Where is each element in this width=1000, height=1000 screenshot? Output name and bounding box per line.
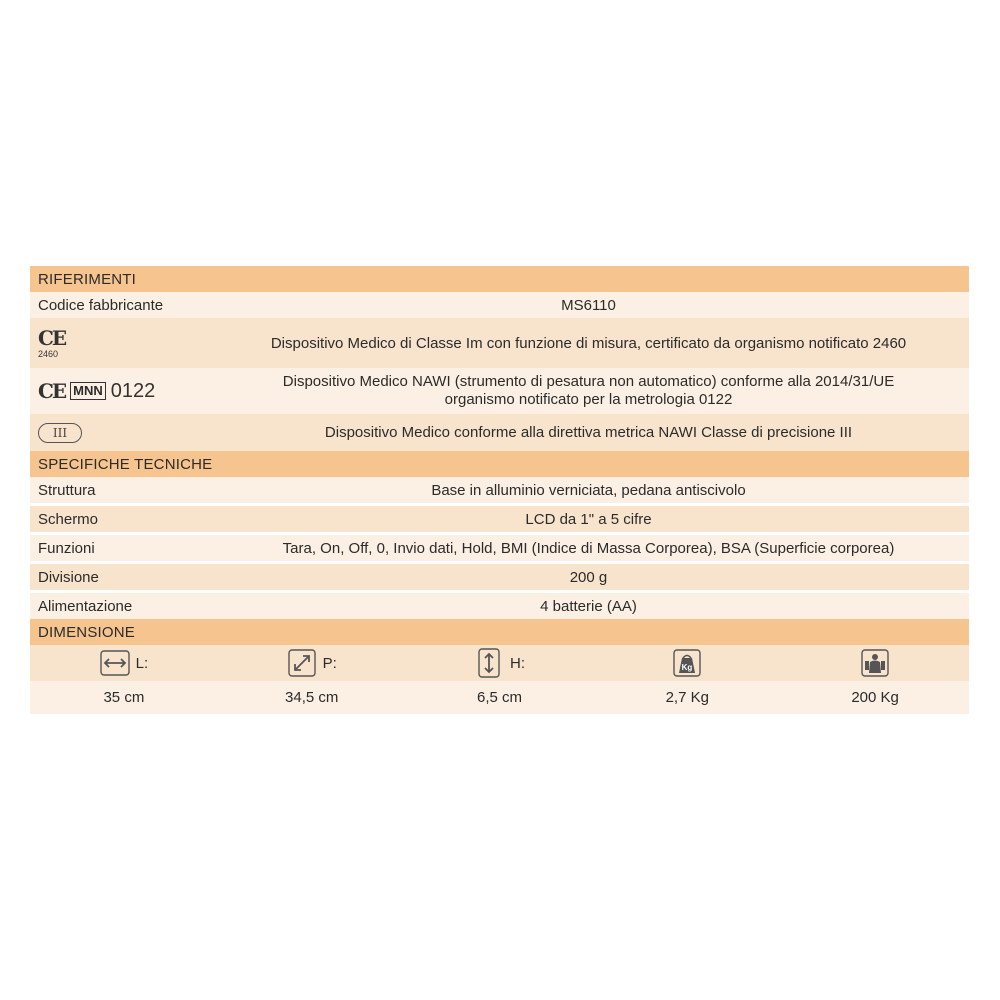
codice-fabbricante-row [30, 292, 969, 318]
spec-value: Base in alluminio verniciata, pedana antiscivolo [431, 481, 746, 499]
nawi-certification-text [228, 373, 969, 409]
nawi-text-line-2: organismo notificato per la metrologia 0122 [444, 391, 733, 408]
spec-value: 4 batterie (AA) [540, 597, 637, 615]
dimension-value: 200 Kg [851, 689, 899, 706]
ce-certification-text: Dispositivo Medico di Classe Im con funzione di misura, certificato da organismo notificato 2460 [270, 334, 907, 352]
precision-class-oval-icon: III [38, 423, 82, 443]
spec-label: Funzioni [38, 539, 95, 557]
codice-fabbricante-label: Codice fabbricante [38, 296, 164, 314]
nawi-logo [30, 380, 228, 403]
svg-text:Kg: Kg [681, 663, 693, 672]
spec-value: Tara, On, Off, 0, Invio dati, Hold, BMI (Indice di Massa Corporea), BSA (Superficie corporea) [282, 539, 895, 557]
dimension-values-row [30, 681, 969, 714]
dimension-icons-row [30, 645, 969, 681]
spec-row [30, 593, 969, 619]
metric-class-logo [30, 423, 228, 443]
spec-value: LCD da 1" a 5 cifre [525, 510, 652, 528]
nawi-certification-row [30, 368, 969, 414]
dimension-value: 2,7 Kg [665, 689, 709, 706]
dimension-height [406, 645, 594, 681]
dimension-depth [218, 645, 406, 681]
dimension-value: 35 cm [103, 689, 145, 706]
dimension-value: 34,5 cm [285, 689, 339, 706]
ce-mark-icon: CE [38, 379, 66, 403]
spec-label: Struttura [38, 481, 96, 499]
kg-weight-icon [672, 649, 702, 677]
ce-notified-body-number: 2460 [38, 348, 59, 359]
section-title: RIFERIMENTI [38, 270, 137, 288]
dimension-weight [593, 645, 781, 681]
metric-class-row [30, 414, 969, 451]
dimension-letter: H: [509, 654, 525, 672]
height-arrows-icon [474, 649, 504, 677]
dimension-letter: L: [135, 654, 149, 672]
section-header-specifiche [30, 451, 969, 477]
section-title: SPECIFICHE TECNICHE [38, 455, 213, 473]
spec-value: 200 g [569, 568, 608, 586]
codice-fabbricante-value: MS6110 [561, 296, 616, 314]
dimension-letter: P: [322, 654, 337, 672]
length-arrows-icon [100, 649, 130, 677]
product-spec-sheet [30, 266, 969, 714]
spec-row [30, 506, 969, 532]
metrology-mark-icon: MNN [70, 382, 106, 400]
section-title: DIMENSIONE [38, 623, 136, 641]
max-load-person-icon [860, 649, 890, 677]
dimension-max-load [781, 645, 969, 681]
metric-class-text: Dispositivo Medico conforme alla direttiva metrica NAWI Classe di precisione III [324, 424, 853, 441]
depth-diagonal-arrows-icon [287, 649, 317, 677]
spec-label: Divisione [38, 568, 99, 586]
dimension-length [30, 645, 218, 681]
spec-row [30, 564, 969, 590]
ce-mark-icon: CE [38, 325, 66, 350]
nawi-notified-body-number: 0122 [110, 379, 156, 402]
nawi-text-line-1: Dispositivo Medico NAWI (strumento di pesatura non automatico) conforme alla 2014/31/UE [282, 373, 895, 390]
spec-row [30, 535, 969, 561]
section-header-riferimenti [30, 266, 969, 292]
ce-logo [30, 325, 228, 359]
spec-label: Alimentazione [38, 597, 133, 615]
dimension-value: 6,5 cm [476, 689, 522, 706]
ce-certification-row [30, 318, 969, 368]
spec-row [30, 477, 969, 503]
section-header-dimensione [30, 619, 969, 645]
spec-label: Schermo [38, 510, 99, 528]
